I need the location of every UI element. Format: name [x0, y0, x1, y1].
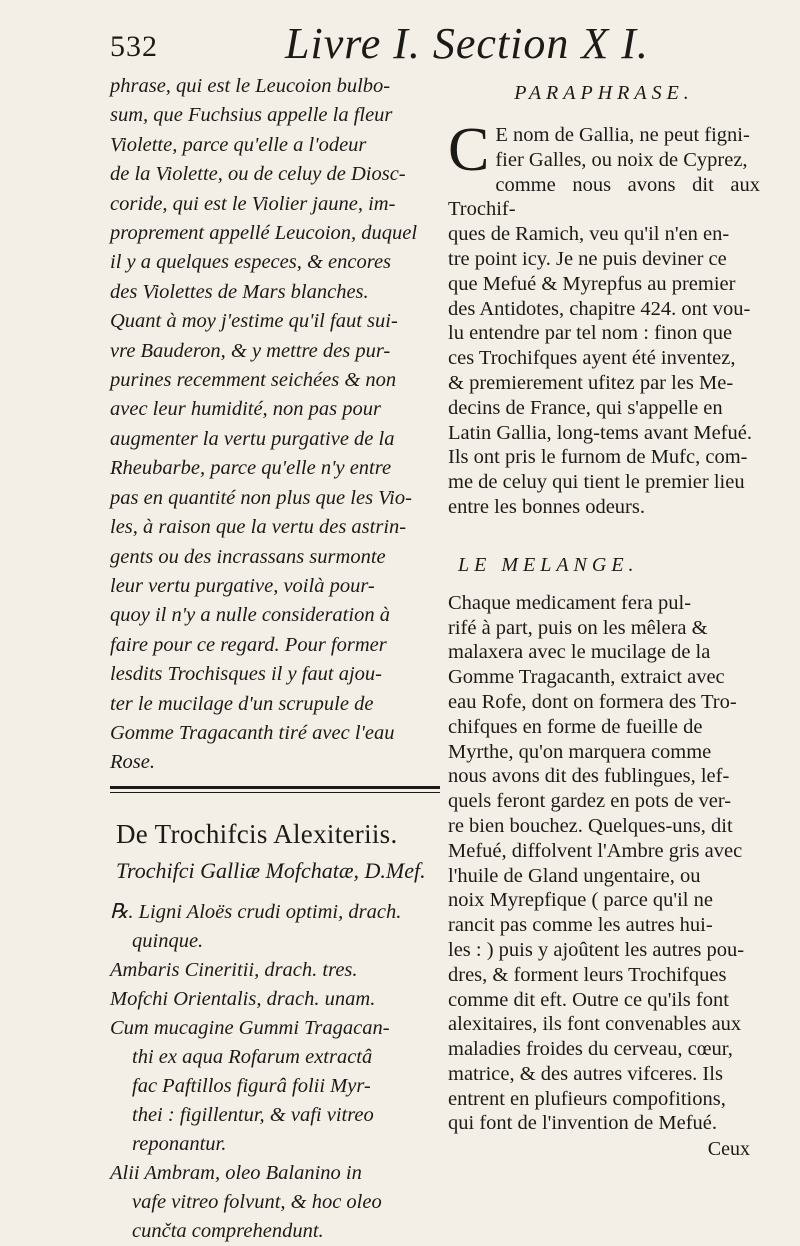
text-line: des Violettes de Mars blanches.: [110, 280, 369, 303]
recipe-line: Mofchi Orientalis, drach. unam.: [110, 987, 376, 1010]
text-line: rifé à part, puis on les mêlera &: [448, 616, 708, 639]
recipe-line: Cum mucagine Gummi Tragacan-: [110, 1016, 390, 1039]
text-line: leur vertu purgative, voilà pour-: [110, 574, 375, 597]
recipe-line: thei : figillentur, & vafi vitreo: [132, 1103, 374, 1126]
text-line: Gomme Tragacanth tiré avec l'eau: [110, 721, 395, 744]
text-line: Myrthe, qu'on marquera comme: [448, 740, 712, 763]
text-line: ques de Ramich, veu qu'il n'en en-: [448, 223, 730, 246]
text-line: sum, que Fuchsius appelle la fleur: [110, 104, 393, 127]
recipe-line: vafe vitreo folvunt, & hoc oleo: [132, 1190, 382, 1213]
text-line: qui font de l'invention de Mefué.: [448, 1112, 717, 1135]
text-line: augmenter la vertu purgative de la: [110, 427, 395, 450]
divider-rule-thin: [110, 792, 440, 793]
text-line: pas en quantité non plus que les Vio-: [110, 486, 412, 509]
text-line: E nom de Gallia, ne peut figni-: [495, 124, 750, 146]
text-line: chifques en forme de fueille de: [448, 715, 703, 738]
text-line: avec leur humidité, non pas pour: [110, 398, 382, 421]
left-column: [110, 72, 428, 1246]
text-line: que Mefué & Myrepfus au premier: [448, 272, 736, 295]
text-line: Chaque medicament fera pul-: [448, 591, 692, 614]
text-line: proprement appellé Leucoion, duquel: [110, 222, 418, 245]
text-line: rancit pas comme les autres hui-: [448, 914, 713, 937]
catchword: Ceux: [707, 1138, 750, 1161]
text-line: Latin Gallia, long-tems avant Mefué.: [448, 421, 752, 444]
text-line: & premierement ufitez par les Me-: [448, 371, 734, 394]
text-line: noix Myrepfique ( parce qu'il ne: [448, 889, 713, 912]
text-line: gents ou des incrassans surmonte: [110, 545, 386, 568]
text-line: il y a quelques especes, & encores: [110, 251, 392, 274]
text-line: Quant à moy j'estime qu'il faut sui-: [110, 310, 398, 333]
recipe-list: [110, 898, 428, 1246]
recipe-line: thi ex aqua Rofarum extractâ: [132, 1045, 373, 1068]
text-line: decins de France, qui s'appelle en: [448, 396, 723, 419]
text-line: les, à raison que la vertu des astrin-: [110, 516, 407, 539]
melange-heading: LE MELANGE.: [458, 553, 639, 576]
text-line: malaxera avec le mucilage de la: [448, 641, 711, 664]
text-line: Rose.: [110, 751, 155, 774]
right-column: [448, 72, 760, 1161]
paraphrase-heading: PARAPHRASE.: [514, 82, 694, 104]
recipe-line: reponantur.: [132, 1132, 227, 1155]
text-line: des Antidotes, chapitre 424. ont vou-: [448, 297, 751, 320]
page-header: [110, 18, 750, 70]
text-line: nous avons dit des fublingues, lef-: [448, 765, 730, 788]
text-line: dres, & forment leurs Trochifques: [448, 963, 727, 986]
page-number: 532: [110, 30, 158, 63]
text-line: Rheubarbe, parce qu'elle n'y entre: [110, 457, 392, 480]
text-line: phrase, qui est le Leucoion bulbo-: [110, 75, 391, 97]
recipe-line: fac Paftillos figurâ folii Myr-: [132, 1074, 371, 1097]
text-line: ter le mucilage d'un scrupule de: [110, 692, 374, 715]
paraphrase-paragraph: [448, 116, 760, 520]
paraphrase-lines: [448, 116, 760, 520]
text-line: entrent en plufieurs compofitions,: [448, 1087, 726, 1110]
text-line: quoy il n'y a nulle consideration à: [110, 604, 390, 627]
text-line: lu entendre par tel nom : finon que: [448, 322, 733, 345]
text-line: Ils ont pris le furnom de Mufc, com-: [448, 446, 748, 469]
recipe-line: Alii Ambram, oleo Balanino in: [110, 1161, 362, 1184]
divider-rule: [110, 786, 440, 789]
text-line: faire pour ce regard. Pour former: [110, 633, 387, 656]
melange-paragraph: [448, 591, 760, 1137]
text-line: me de celuy qui tient le premier lieu: [448, 471, 745, 494]
text-line: vre Bauderon, & y mettre des pur-: [110, 339, 391, 362]
text-line: re bien bouchez. Quelques-uns, dit: [448, 814, 733, 837]
recipe-title: Trochifci Galliæ Mofchatæ, D.Mef.: [116, 857, 426, 883]
text-line: alexitaires, ils font convenables aux: [448, 1013, 742, 1036]
text-line: tre point icy. Je ne puis deviner ce: [448, 247, 727, 270]
drop-cap: C: [448, 116, 490, 184]
text-line: matrice, & des autres vifceres. Ils: [448, 1062, 723, 1085]
text-line: fier Galles, ou noix de Cyprez,: [495, 148, 748, 171]
text-line: Gomme Tragacanth, extraict avec: [448, 666, 725, 689]
text-line: comme nous avons dit aux Trochif-: [448, 173, 760, 221]
text-line: l'huile de Gland ungentaire, ou: [448, 864, 701, 887]
text-line: quels feront gardez en pots de ver-: [448, 790, 732, 813]
text-line: maladies froides du cerveau, cœur,: [448, 1038, 733, 1061]
running-title: Livre I. Section X I.: [285, 19, 649, 68]
text-line: Violette, parce qu'elle a l'odeur: [110, 133, 367, 156]
text-line: ces Trochifques ayent été inventez,: [448, 347, 736, 370]
text-line: coride, qui est le Violier jaune, im-: [110, 192, 396, 215]
text-line: les : ) puis y ajoûtent les autres pou-: [448, 938, 745, 961]
section-heading: De Trochifcis Alexiteriis.: [116, 818, 398, 849]
recipe-line: Ambaris Cineritii, drach. tres.: [110, 958, 358, 981]
text-line: Mefué, diffolvent l'Ambre gris avec: [448, 839, 743, 862]
recipe-line: quinque.: [132, 929, 204, 952]
text-line: eau Rofe, dont on formera des Tro-: [448, 690, 737, 713]
text-line: purines recemment seichées & non: [110, 369, 397, 392]
text-line: lesdits Trochisques il y faut ajou-: [110, 663, 383, 686]
recipe-line: ℞. Ligni Aloës crudi optimi, drach.: [110, 900, 402, 923]
text-line: de la Violette, ou de celuy de Diosc-: [110, 163, 406, 186]
commentary-paragraph: [110, 72, 428, 778]
text-line: entre les bonnes odeurs.: [448, 495, 645, 518]
text-line: comme dit eft. Outre ce qu'ils font: [448, 988, 729, 1011]
recipe-line: cunčta comprehendunt.: [132, 1219, 324, 1242]
